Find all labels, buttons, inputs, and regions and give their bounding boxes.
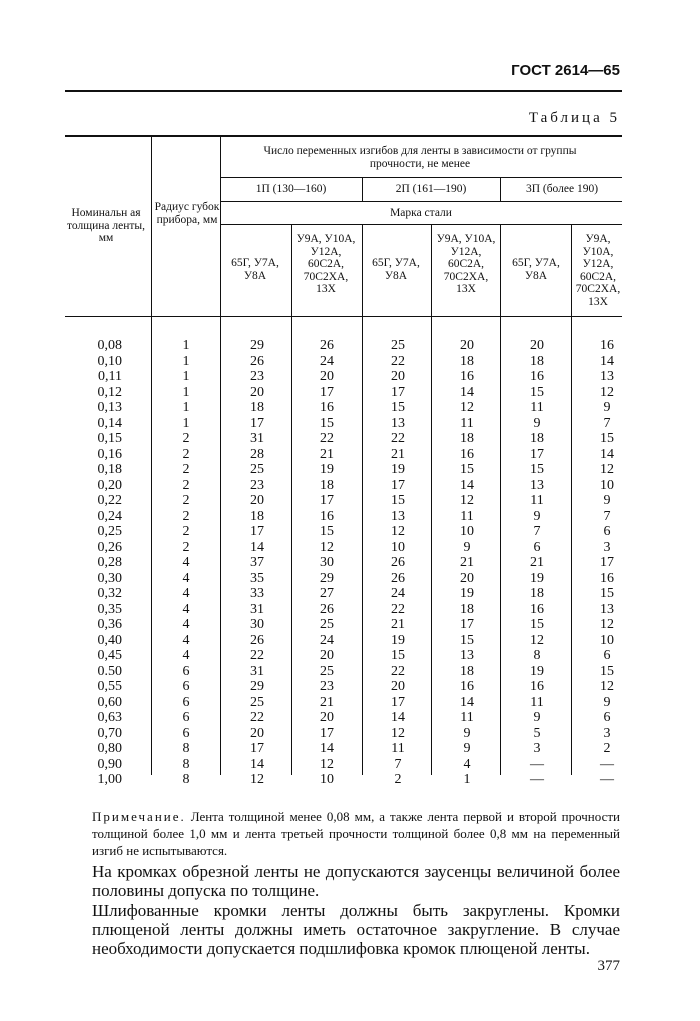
radius-cell: 8	[182, 772, 190, 787]
g1-b-cell: 12	[320, 756, 334, 772]
vline-6	[500, 177, 501, 201]
radius-cell: 6	[182, 725, 190, 741]
g3-a-cell: 15	[530, 617, 544, 632]
g3-b-cell: 14	[600, 353, 614, 369]
g3-a-cell: 15	[530, 462, 544, 477]
g3-a-cell: 11	[530, 493, 544, 508]
thickness-cell: 0,28	[97, 555, 122, 570]
g2-b-cell: 12	[460, 493, 474, 508]
g1-b-cell: 23	[320, 679, 334, 694]
g2-a-cell: 20	[391, 369, 405, 384]
g3-a-cell: 7	[533, 524, 541, 539]
thickness-cell: 0,08	[97, 338, 122, 353]
thickness-cell: 0,55	[97, 679, 122, 694]
g3-a-cell: —	[530, 756, 544, 772]
radius-cell: 4	[182, 648, 190, 663]
g2-b-cell: 14	[460, 384, 474, 400]
column-g2-a	[381, 338, 415, 788]
thickness-cell: 0.50	[97, 663, 122, 679]
thickness-cell: 0,30	[97, 570, 122, 586]
g1-b-cell: 15	[320, 524, 334, 539]
g2-b-cell: 14	[460, 694, 474, 710]
steel-b-g3: У9А, У10А, У12А, 60С2А, 70С2ХА, 13Х	[575, 233, 621, 308]
g1-b-cell: 16	[320, 508, 334, 524]
g3-b-cell: 15	[600, 431, 614, 446]
g2-b-cell: 16	[460, 679, 474, 694]
radius-cell: 2	[182, 446, 190, 462]
g2-a-cell: 2	[394, 772, 402, 787]
g1-b-cell: 16	[320, 400, 334, 415]
g2-a-cell: 17	[391, 694, 405, 710]
radius-cell: 6	[182, 663, 190, 679]
g3-b-cell: 10	[600, 477, 614, 493]
g1-b-cell: 20	[320, 648, 334, 663]
header-group-1: 1П (130—160)	[255, 183, 327, 195]
g3-b-cell: 6	[603, 710, 611, 725]
radius-cell: 4	[182, 617, 190, 632]
g3-a-cell: 16	[530, 601, 544, 617]
column-g2-b	[450, 338, 484, 788]
g2-b-cell: 16	[460, 446, 474, 462]
g3-b-cell: 14	[600, 446, 614, 462]
g1-b-cell: 22	[320, 431, 334, 446]
thickness-cell: 0,18	[97, 462, 122, 477]
column-g3-a	[520, 338, 554, 788]
g2-b-cell: 13	[460, 648, 474, 663]
radius-cell: 6	[182, 710, 190, 725]
g2-a-cell: 21	[391, 617, 405, 632]
g1-a-cell: 22	[250, 648, 264, 663]
g3-b-cell: 9	[603, 493, 611, 508]
g1-a-cell: 28	[250, 446, 264, 462]
g1-b-cell: 24	[320, 353, 334, 369]
header-group-3: 3П (более 190)	[525, 183, 599, 195]
g1-b-cell: 19	[320, 462, 334, 477]
note-text: Лента толщиной менее 0,08 мм, а также лента первой и второй прочности толщиной более 1,0 мм и лента третьей прочности толщиной более 0,8 мм на переменный изгиб не испытываются.	[92, 809, 621, 858]
radius-cell: 6	[182, 679, 190, 694]
g2-b-cell: 9	[463, 725, 471, 741]
thickness-cell: 0,13	[97, 400, 122, 415]
column-g1-a	[240, 338, 274, 788]
thickness-cell: 1,00	[97, 772, 122, 787]
radius-cell: 1	[182, 369, 190, 384]
g2-b-cell: 15	[460, 462, 474, 477]
vline-5	[431, 224, 432, 775]
g2-b-cell: 16	[460, 369, 474, 384]
paragraph-edges: Шлифованные кромки ленты должны быть закруглены. Кромки плющеной ленты должны иметь остаточное закругление. В случае необходимости допускается подшлифовка кромок плющеной ленты.	[92, 901, 620, 958]
header-rule	[65, 90, 622, 92]
g1-b-cell: 27	[320, 586, 334, 601]
document-code: ГОСТ 2614—65	[511, 62, 620, 79]
g2-b-cell: 21	[460, 555, 474, 570]
g3-a-cell: 12	[530, 632, 544, 648]
g3-b-cell: 16	[600, 338, 614, 353]
g3-a-cell: 13	[530, 477, 544, 493]
g1-a-cell: 22	[250, 710, 264, 725]
g1-b-cell: 17	[320, 384, 334, 400]
g3-a-cell: 6	[533, 539, 541, 555]
g2-a-cell: 12	[391, 524, 405, 539]
steel-b-g1: У9А, У10А, У12А, 60С2А, 70С2ХА, 13Х	[296, 233, 356, 295]
radius-cell: 4	[182, 601, 190, 617]
g2-a-cell: 11	[391, 741, 405, 756]
thickness-cell: 0,24	[97, 508, 122, 524]
vline-6b	[500, 224, 501, 775]
g1-a-cell: 18	[250, 400, 264, 415]
header-group-2: 2П (161—190)	[395, 183, 467, 195]
g1-a-cell: 25	[250, 694, 264, 710]
g3-a-cell: 18	[530, 431, 544, 446]
thickness-cell: 0,12	[97, 384, 122, 400]
radius-cell: 1	[182, 400, 190, 415]
thickness-cell: 0,16	[97, 446, 122, 462]
g3-a-cell: 17	[530, 446, 544, 462]
g2-a-cell: 26	[391, 555, 405, 570]
g2-b-cell: 20	[460, 338, 474, 353]
g1-b-cell: 10	[320, 772, 334, 787]
g1-a-cell: 33	[250, 586, 264, 601]
steel-a-g1: 65Г, У7А, У8А	[231, 257, 279, 282]
g1-a-cell: 31	[250, 601, 264, 617]
g3-a-cell: 11	[530, 400, 544, 415]
g2-a-cell: 10	[391, 539, 405, 555]
g3-b-cell: 12	[600, 384, 614, 400]
header-radius: Радиус губок прибора, мм	[154, 201, 220, 226]
g3-b-cell: 6	[603, 648, 611, 663]
g3-a-cell: 19	[530, 663, 544, 679]
g2-a-cell: 14	[391, 710, 405, 725]
g2-b-cell: 18	[460, 663, 474, 679]
g1-b-cell: 21	[320, 446, 334, 462]
g2-b-cell: 11	[460, 508, 474, 524]
radius-cell: 1	[182, 353, 190, 369]
g3-b-cell: 13	[600, 601, 614, 617]
header-thickness: Номинальн ая толщина ленты, мм	[67, 207, 145, 244]
g2-b-cell: 20	[460, 570, 474, 586]
g2-b-cell: 1	[463, 772, 471, 787]
paragraph-burrs: На кромках обрезной ленты не допускаются заусенцы величиной более половины допуска по толщине.	[92, 862, 620, 900]
g2-a-cell: 19	[391, 632, 405, 648]
g2-a-cell: 17	[391, 477, 405, 493]
g2-b-cell: 14	[460, 477, 474, 493]
g2-a-cell: 15	[391, 400, 405, 415]
g3-a-cell: 3	[533, 741, 541, 756]
g3-b-cell: 6	[603, 524, 611, 539]
g2-b-cell: 9	[463, 741, 471, 756]
g1-b-cell: 29	[320, 570, 334, 586]
radius-cell: 2	[182, 477, 190, 493]
g2-b-cell: 18	[460, 353, 474, 369]
g1-a-cell: 14	[250, 539, 264, 555]
g3-a-cell: 20	[530, 338, 544, 353]
g1-a-cell: 20	[250, 725, 264, 741]
rule-steel-bottom	[220, 224, 622, 225]
g2-b-cell: 9	[463, 539, 471, 555]
g1-a-cell: 25	[250, 462, 264, 477]
g1-b-cell: 18	[320, 477, 334, 493]
g1-a-cell: 17	[250, 415, 264, 431]
rule-groups-top	[220, 177, 622, 178]
g1-b-cell: 20	[320, 369, 334, 384]
g2-b-cell: 18	[460, 601, 474, 617]
note-label: Примечание.	[92, 809, 186, 824]
g3-b-cell: 2	[603, 741, 611, 756]
g1-a-cell: 20	[250, 493, 264, 508]
radius-cell: 1	[182, 384, 190, 400]
g3-a-cell: 9	[533, 710, 541, 725]
g1-b-cell: 26	[320, 338, 334, 353]
g2-b-cell: 4	[463, 756, 471, 772]
radius-cell: 4	[182, 570, 190, 586]
g1-a-cell: 17	[250, 741, 264, 756]
g3-b-cell: 15	[600, 663, 614, 679]
g3-b-cell: 9	[603, 694, 611, 710]
g1-a-cell: 30	[250, 617, 264, 632]
steel-a-g2: 65Г, У7А, У8А	[372, 257, 420, 282]
radius-cell: 6	[182, 694, 190, 710]
steel-a-g3: 65Г, У7А, У8А	[512, 257, 560, 282]
g3-b-cell: 17	[600, 555, 614, 570]
g1-b-cell: 30	[320, 555, 334, 570]
g3-b-cell: 15	[600, 586, 614, 601]
radius-cell: 4	[182, 555, 190, 570]
g3-a-cell: 21	[530, 555, 544, 570]
g3-a-cell: 9	[533, 415, 541, 431]
page-number: 377	[597, 958, 620, 974]
g2-a-cell: 17	[391, 384, 405, 400]
g2-b-cell: 18	[460, 431, 474, 446]
thickness-cell: 0,45	[97, 648, 122, 663]
radius-cell: 8	[182, 741, 190, 756]
thickness-cell: 0,26	[97, 539, 122, 555]
g1-a-cell: 14	[250, 756, 264, 772]
thickness-cell: 0,70	[97, 725, 122, 741]
table-note	[92, 808, 620, 859]
g2-a-cell: 21	[391, 446, 405, 462]
g2-a-cell: 7	[394, 756, 402, 772]
g1-a-cell: 37	[250, 555, 264, 570]
radius-cell: 8	[182, 756, 190, 772]
g1-b-cell: 14	[320, 741, 334, 756]
g3-a-cell: 16	[530, 369, 544, 384]
g1-a-cell: 31	[250, 663, 264, 679]
header-steel-grade: Марка стали	[390, 207, 452, 219]
g1-b-cell: 17	[320, 725, 334, 741]
g2-a-cell: 19	[391, 462, 405, 477]
g3-a-cell: 16	[530, 679, 544, 694]
g3-a-cell: 18	[530, 353, 544, 369]
g3-a-cell: —	[530, 772, 544, 787]
column-radius	[172, 338, 200, 788]
thickness-cell: 0,60	[97, 694, 122, 710]
g3-a-cell: 15	[530, 384, 544, 400]
g1-b-cell: 25	[320, 663, 334, 679]
g2-a-cell: 22	[391, 353, 405, 369]
radius-cell: 1	[182, 338, 190, 353]
g1-a-cell: 35	[250, 570, 264, 586]
table-title: Таблица 5	[528, 110, 620, 126]
thickness-cell: 0,36	[97, 617, 122, 632]
radius-cell: 4	[182, 632, 190, 648]
thickness-cell: 0,40	[97, 632, 122, 648]
thickness-cell: 0,35	[97, 601, 122, 617]
g2-a-cell: 15	[391, 493, 405, 508]
g2-a-cell: 15	[391, 648, 405, 663]
thickness-cell: 0,20	[97, 477, 122, 493]
g2-a-cell: 13	[391, 508, 405, 524]
rule-steel-top	[220, 201, 622, 202]
steel-b-g2: У9А, У10А, У12А, 60С2А, 70С2ХА, 13Х	[436, 233, 496, 295]
radius-cell: 2	[182, 539, 190, 555]
radius-cell: 4	[182, 586, 190, 601]
thickness-cell: 0,10	[97, 353, 122, 369]
g1-a-cell: 26	[250, 353, 264, 369]
g2-b-cell: 11	[460, 415, 474, 431]
thickness-cell: 0,25	[97, 524, 122, 539]
vline-1	[151, 137, 152, 775]
vline-4b	[362, 224, 363, 775]
g1-a-cell: 12	[250, 772, 264, 787]
g1-a-cell: 17	[250, 524, 264, 539]
g3-a-cell: 5	[533, 725, 541, 741]
vline-7	[571, 224, 572, 775]
g3-b-cell: 10	[600, 632, 614, 648]
g1-a-cell: 31	[250, 431, 264, 446]
g2-b-cell: 11	[460, 710, 474, 725]
thickness-cell: 0,22	[97, 493, 122, 508]
g3-a-cell: 11	[530, 694, 544, 710]
g3-a-cell: 8	[533, 648, 541, 663]
g1-b-cell: 21	[320, 694, 334, 710]
radius-cell: 1	[182, 415, 190, 431]
g3-b-cell: 9	[603, 400, 611, 415]
column-thickness	[80, 338, 122, 788]
thickness-cell: 0,80	[97, 741, 122, 756]
g2-b-cell: 19	[460, 586, 474, 601]
g3-b-cell: 12	[600, 679, 614, 694]
column-g1-b	[310, 338, 344, 788]
thickness-cell: 0,63	[97, 710, 122, 725]
g1-a-cell: 26	[250, 632, 264, 648]
g1-b-cell: 15	[320, 415, 334, 431]
g3-b-cell: 3	[603, 725, 611, 741]
g2-b-cell: 17	[460, 617, 474, 632]
g1-a-cell: 23	[250, 477, 264, 493]
g1-a-cell: 23	[250, 369, 264, 384]
table-top-rule	[65, 135, 622, 137]
thickness-cell: 0,90	[97, 756, 122, 772]
g2-b-cell: 12	[460, 400, 474, 415]
radius-cell: 2	[182, 462, 190, 477]
thickness-cell: 0,32	[97, 586, 122, 601]
g2-a-cell: 25	[391, 338, 405, 353]
thickness-cell: 0,11	[98, 369, 122, 384]
radius-cell: 2	[182, 493, 190, 508]
g3-a-cell: 18	[530, 586, 544, 601]
g2-a-cell: 13	[391, 415, 405, 431]
g3-b-cell: 7	[603, 508, 611, 524]
g2-b-cell: 10	[460, 524, 474, 539]
g1-b-cell: 12	[320, 539, 334, 555]
g3-b-cell: 16	[600, 570, 614, 586]
rule-header-bottom	[65, 316, 622, 317]
g3-b-cell: 12	[600, 617, 614, 632]
g3-b-cell: 3	[603, 539, 611, 555]
g2-a-cell: 22	[391, 431, 405, 446]
radius-cell: 2	[182, 524, 190, 539]
g1-b-cell: 17	[320, 493, 334, 508]
g3-b-cell: 7	[603, 415, 611, 431]
g3-b-cell: —	[600, 756, 614, 772]
g1-a-cell: 29	[250, 679, 264, 694]
g3-b-cell: 12	[600, 462, 614, 477]
g2-a-cell: 20	[391, 679, 405, 694]
g1-b-cell: 20	[320, 710, 334, 725]
g2-a-cell: 12	[391, 725, 405, 741]
g3-b-cell: 13	[600, 369, 614, 384]
vline-2	[220, 137, 221, 775]
g2-a-cell: 26	[391, 570, 405, 586]
vline-4	[362, 177, 363, 201]
g3-a-cell: 19	[530, 570, 544, 586]
thickness-cell: 0,14	[97, 415, 122, 431]
column-g3-b	[590, 338, 624, 788]
radius-cell: 2	[182, 431, 190, 446]
g2-b-cell: 15	[460, 632, 474, 648]
g1-b-cell: 24	[320, 632, 334, 648]
g1-a-cell: 18	[250, 508, 264, 524]
thickness-cell: 0,15	[97, 431, 122, 446]
g1-b-cell: 25	[320, 617, 334, 632]
g3-a-cell: 9	[533, 508, 541, 524]
vline-3	[291, 224, 292, 775]
radius-cell: 2	[182, 508, 190, 524]
g2-a-cell: 22	[391, 663, 405, 679]
g1-a-cell: 20	[250, 384, 264, 400]
g2-a-cell: 22	[391, 601, 405, 617]
g2-a-cell: 24	[391, 586, 405, 601]
header-main: Число переменных изгибов для ленты в зависимости от группы прочности, не менее	[263, 145, 577, 170]
g3-b-cell: —	[600, 772, 614, 787]
g1-b-cell: 26	[320, 601, 334, 617]
g1-a-cell: 29	[250, 338, 264, 353]
